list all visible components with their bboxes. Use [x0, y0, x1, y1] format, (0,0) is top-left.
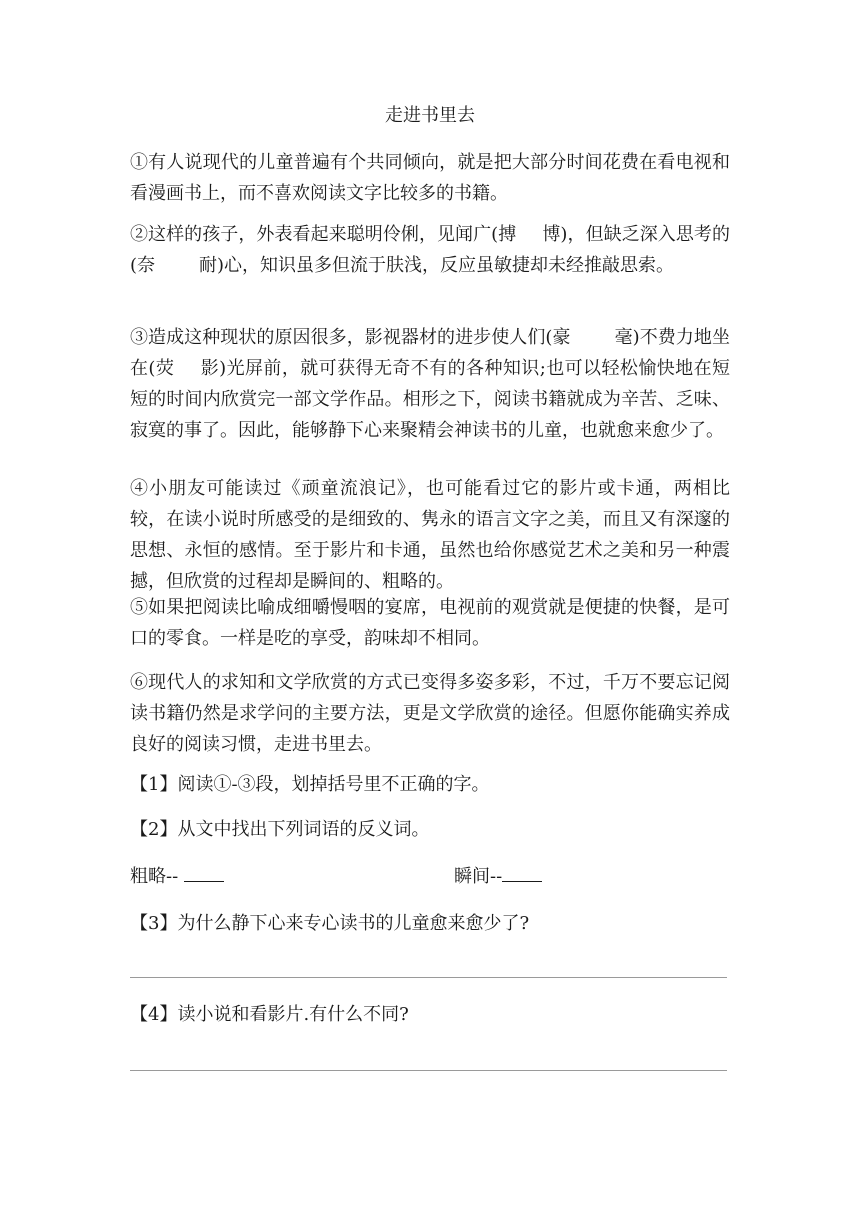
antonym-right-blank[interactable] [502, 863, 542, 882]
paragraph-3-text-b: 毫)不费力地坐在(荧 [130, 327, 730, 379]
paragraph-3-text-c: 影)光屏前，就可获得无奇不有的各种知识;也可以轻松愉快地在短短的时间内欣赏完一部文学作品。相形之下，阅读书籍就成为辛苦、乏味、寂寞的事了。因此，能够静下心来聚精会神读书的儿童，也就愈来愈少了。 [130, 358, 730, 441]
paragraph-5 [130, 592, 730, 654]
paragraph-4-text: ④小朋友可能读过《顽童流浪记》，也可能看过它的影片或卡通，两相比较，在读小说时所感受的是细致的、隽永的语言文字之美，而且又有深邃的思想、永恒的感情。至于影片和卡通，虽然也给你感觉艺术之美和另一种震撼，但欣赏的过程却是瞬间的、粗略的。 [130, 478, 730, 592]
paragraph-6-text: ⑥现代人的求知和文学欣赏的方式已变得多姿多彩，不过，千万不要忘记阅读书籍仍然是求学问的主要方法，更是文学欣赏的途径。但愿你能确实养成良好的阅读习惯，走进书里去。 [130, 672, 730, 755]
question-2-answers-right [454, 863, 734, 891]
paragraph-1 [130, 147, 730, 209]
paragraph-2-text-a: ②这样的孩子，外表看起来聪明伶俐，见闻广(搏 [130, 224, 517, 245]
paragraph-3 [130, 322, 730, 446]
antonym-right-label: 瞬间-- [454, 866, 503, 887]
question-1: 【1】阅读①-③段，划掉括号里不正确的字。 [130, 774, 490, 795]
paragraph-4 [130, 473, 730, 597]
paragraph-3-text-a: ③造成这种现状的原因很多，影视器材的进步使人们(豪 [130, 327, 571, 348]
paragraph-2-text-c: 耐)心，知识虽多但流于肤浅，反应虽敏捷却未经推敲思索。 [199, 255, 675, 276]
question-2: 【2】从文中找出下列词语的反义词。 [130, 819, 430, 840]
question-3: 【3】为什么静下心来专心读书的儿童愈来愈少了? [130, 913, 530, 934]
question-4: 【4】读小说和看影片.有什么不同? [130, 1004, 409, 1025]
document-title: 走进书里去 [385, 105, 475, 126]
answer-line-3[interactable] [130, 977, 727, 978]
paragraph-1-text: ①有人说现代的儿童普遍有个共同倾向，就是把大部分时间花费在看电视和看漫画书上，而不喜欢阅读文字比较多的书籍。 [130, 152, 730, 204]
paragraph-6 [130, 667, 730, 760]
answer-line-4[interactable] [130, 1070, 727, 1071]
paragraph-5-text: ⑤如果把阅读比喻成细嚼慢咽的宴席，电视前的观赏就是便捷的快餐，是可口的零食。一样是吃的享受，韵味却不相同。 [130, 597, 730, 649]
paragraph-2-text-b: 博)，但缺乏深入思考的(奈 [130, 224, 730, 276]
antonym-left-label: 粗略-- [130, 866, 179, 887]
paragraph-2 [130, 219, 730, 281]
antonym-left-blank[interactable] [184, 863, 224, 882]
